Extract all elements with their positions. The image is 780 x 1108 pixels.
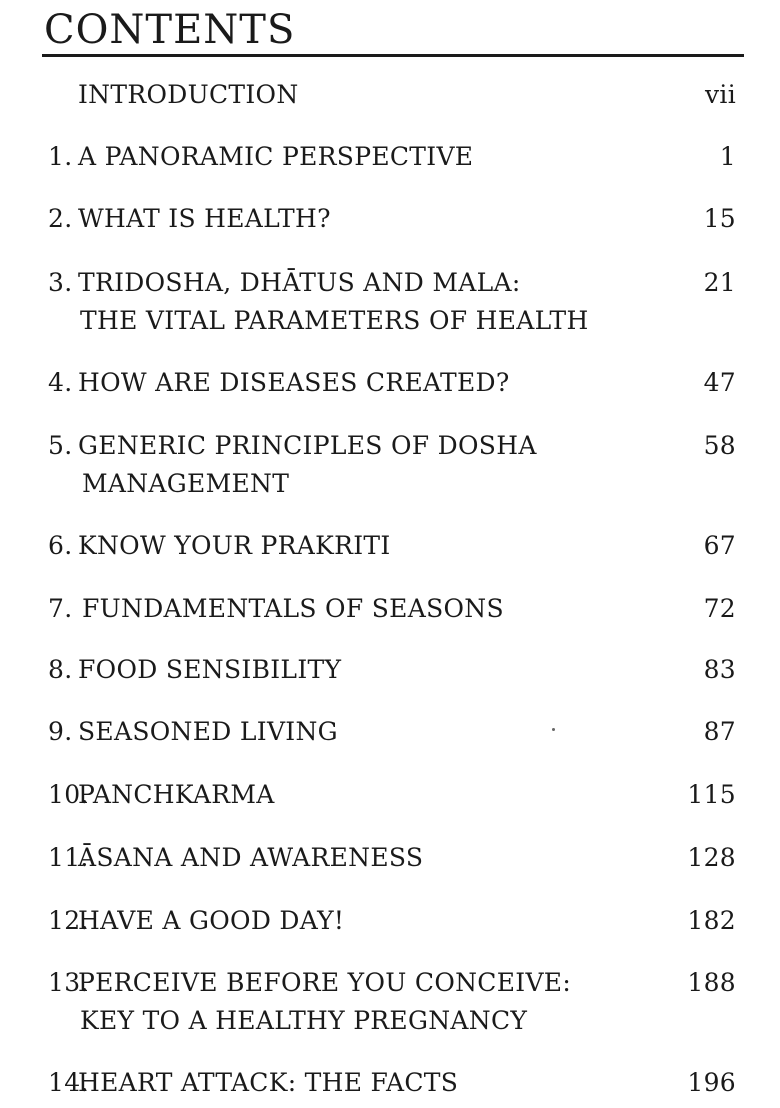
toc-entry-page: 67 <box>703 531 736 560</box>
toc-entry-title <box>78 527 638 565</box>
toc-entry-title <box>78 902 638 940</box>
toc-entry-number: 8. <box>48 655 73 684</box>
toc-entry-title-line1: WHAT IS HEALTH? <box>78 204 331 233</box>
toc-entry-title-line1: TRIDOSHA, DHĀTUS AND MALA: <box>78 268 521 297</box>
toc-entry-number: 14. <box>48 1068 89 1097</box>
toc-entry-title-line1: HAVE A GOOD DAY! <box>78 906 345 935</box>
toc-entry-page: 15 <box>703 204 736 233</box>
toc-entry-title <box>78 651 638 689</box>
toc-entry-title <box>82 590 642 628</box>
toc-entry-title-line1: ĀSANA AND AWARENESS <box>78 843 424 872</box>
toc-entry-title <box>78 138 638 176</box>
toc-entry-number: 3. <box>48 268 73 297</box>
toc-entry-number: 2. <box>48 204 73 233</box>
toc-entry-page: 58 <box>703 431 736 460</box>
toc-entry-page: 196 <box>687 1068 736 1097</box>
toc-entry-title-line1: HEART ATTACK: THE FACTS <box>78 1068 459 1097</box>
toc-entry-page: 83 <box>703 655 736 684</box>
toc-entry-number: 5. <box>48 431 73 460</box>
toc-entry-number: 9. <box>48 717 73 746</box>
toc-entry-title-line1: INTRODUCTION <box>78 80 299 109</box>
toc-entry-title <box>78 264 638 340</box>
page-title <box>44 6 295 54</box>
toc-entry-page: 182 <box>687 906 736 935</box>
toc-entry-title-line1: HOW ARE DISEASES CREATED? <box>78 368 510 397</box>
toc-entry-title-line2: THE VITAL PARAMETERS OF HEALTH <box>80 306 589 335</box>
toc-entry-title <box>78 776 638 814</box>
toc-entry-page: 128 <box>687 843 736 872</box>
toc-entry-page: 1 <box>719 142 736 171</box>
toc-entry-title-line1: PERCEIVE BEFORE YOU CONCEIVE: <box>78 968 572 997</box>
toc-entry-number: 1. <box>48 142 73 171</box>
toc-entry-page: vii <box>704 80 736 109</box>
toc-entry-title-line1: GENERIC PRINCIPLES OF DOSHA <box>78 431 537 460</box>
toc-entry-number: 12. <box>48 906 89 935</box>
toc-entry-title-line1: A PANORAMIC PERSPECTIVE <box>78 142 474 171</box>
toc-entry-title-line1: FOOD SENSIBILITY <box>78 655 342 684</box>
toc-entry-number: 10. <box>48 780 89 809</box>
toc-entry-number: 13. <box>48 968 89 997</box>
toc-entry-title <box>78 364 638 402</box>
toc-entry-page: 47 <box>703 368 736 397</box>
toc-entry-title <box>78 713 638 751</box>
heading-divider <box>42 54 744 57</box>
toc-entry-title-line1: SEASONED LIVING <box>78 717 338 746</box>
toc-entry-title <box>78 427 638 503</box>
toc-entry-page: 21 <box>703 268 736 297</box>
toc-entry-page: 72 <box>703 594 736 623</box>
toc-entry-number: 11. <box>48 843 89 872</box>
toc-entry-title-line1: PANCHKARMA <box>78 780 275 809</box>
toc-entry-title-line2: MANAGEMENT <box>82 469 290 498</box>
toc-entry-page: 87 <box>703 717 736 746</box>
toc-entry-title-line1: KNOW YOUR PRAKRITI <box>78 531 391 560</box>
toc-entry-title-line2: KEY TO A HEALTHY PREGNANCY <box>80 1006 528 1035</box>
page-title-text: CONTENTS <box>44 7 296 53</box>
stray-mark <box>552 728 555 731</box>
toc-entry-title <box>78 200 638 238</box>
toc-entry-title <box>78 964 638 1040</box>
toc-entry-page: 188 <box>687 968 736 997</box>
toc-entry-number: 6. <box>48 531 73 560</box>
toc-entry-title <box>78 76 638 114</box>
toc-entry-page: 115 <box>687 780 736 809</box>
toc-entry-number: 4. <box>48 368 73 397</box>
toc-entry-title <box>78 1064 638 1102</box>
toc-entry-number: 7. <box>48 594 73 623</box>
toc-entry-title <box>78 839 638 877</box>
toc-entry-title-line1: FUNDAMENTALS OF SEASONS <box>82 594 504 623</box>
